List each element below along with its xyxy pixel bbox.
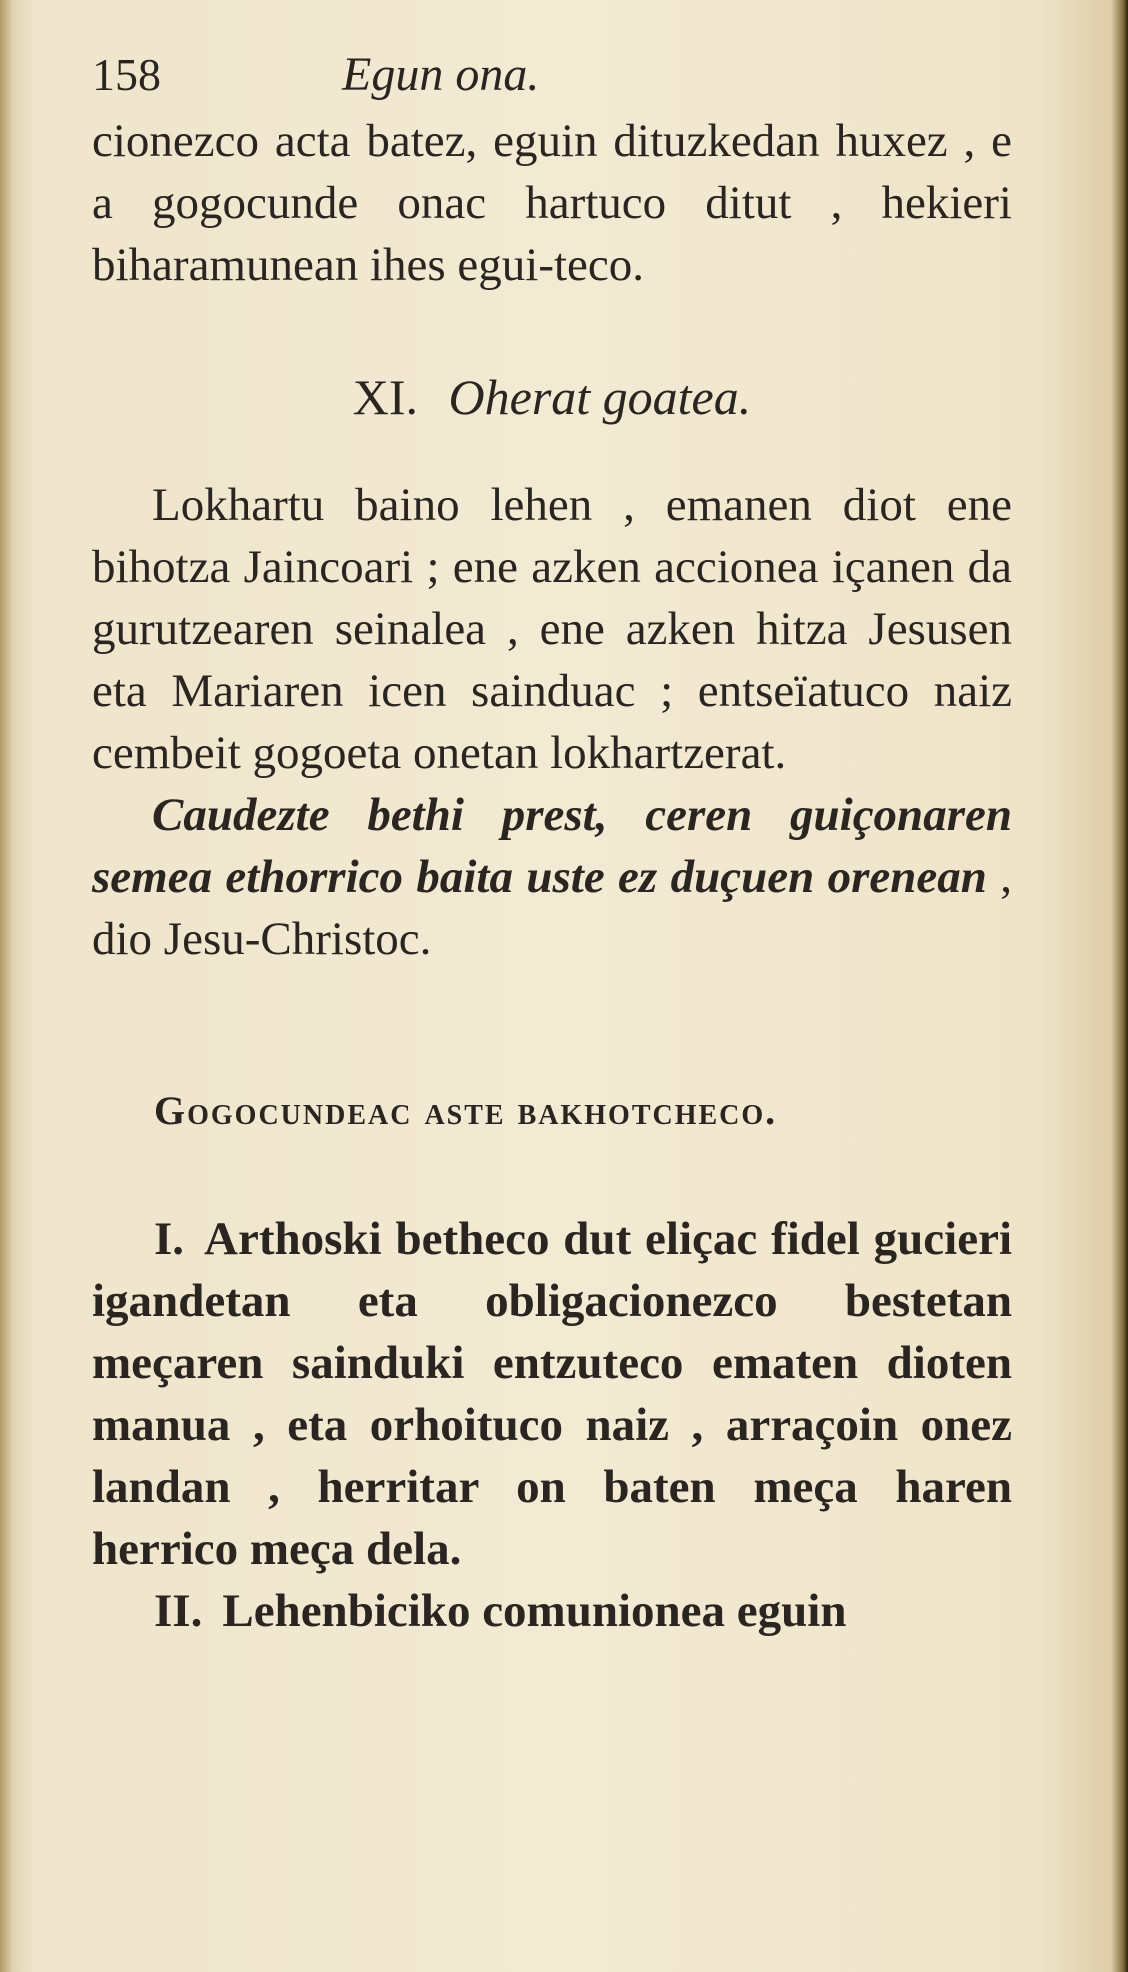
item-text: Arthoski betheco dut eliçac fidel gucieri igandetan eta obligacionezco bestetan meçaren sainduki entzuteco ematen dioten manua , eta orhoituco naiz , arraçoin onez landan , herritar on baten meça haren herrico meça dela. — [92, 1213, 1012, 1575]
running-head: Egun ona. — [342, 48, 540, 101]
item-text: Lehenbiciko comunionea eguin — [222, 1585, 847, 1637]
paragraph-continuation: cionezco acta batez, eguin dituzkedan huxez , e a gogocunde onac hartuco ditut , hekieri biharamunean ihes egui-teco. — [92, 115, 1012, 291]
quote-attribution: , dio Jesu-Christoc. — [92, 851, 1012, 965]
paragraph-bedtime: Lokhartu baino lehen , emanen diot ene bihotza Jaincoari ; ene azken accionea içanen da gurutzearen seinalea , ene azken hitza Jesusen eta Mariaren icen sainduac ; entseïatuco naiz cembeit gogoeta onetan lokhartzerat. — [92, 479, 1012, 779]
quote-italic: Caudezte bethi prest, ceren guiçonaren semea ethorrico baita uste ez duçuen orenean — [92, 789, 1012, 903]
scripture-quote — [92, 784, 1012, 970]
subheading-weekly-thoughts: Gogocundeac aste bakhotcheco. — [154, 1088, 778, 1133]
list-item — [92, 1208, 1012, 1580]
item-number: I. — [154, 1213, 185, 1265]
item-number: II. — [154, 1585, 203, 1637]
section-number: XI. — [352, 369, 419, 425]
page-header — [92, 44, 1012, 110]
page-right-edge — [1110, 0, 1128, 1972]
page-left-edge — [0, 0, 14, 1972]
page-number: 158 — [92, 49, 161, 100]
page-text-block — [92, 44, 1012, 1642]
section-title — [92, 366, 1012, 428]
list-item — [92, 1580, 1012, 1642]
section-heading: Oherat goatea. — [448, 369, 752, 425]
